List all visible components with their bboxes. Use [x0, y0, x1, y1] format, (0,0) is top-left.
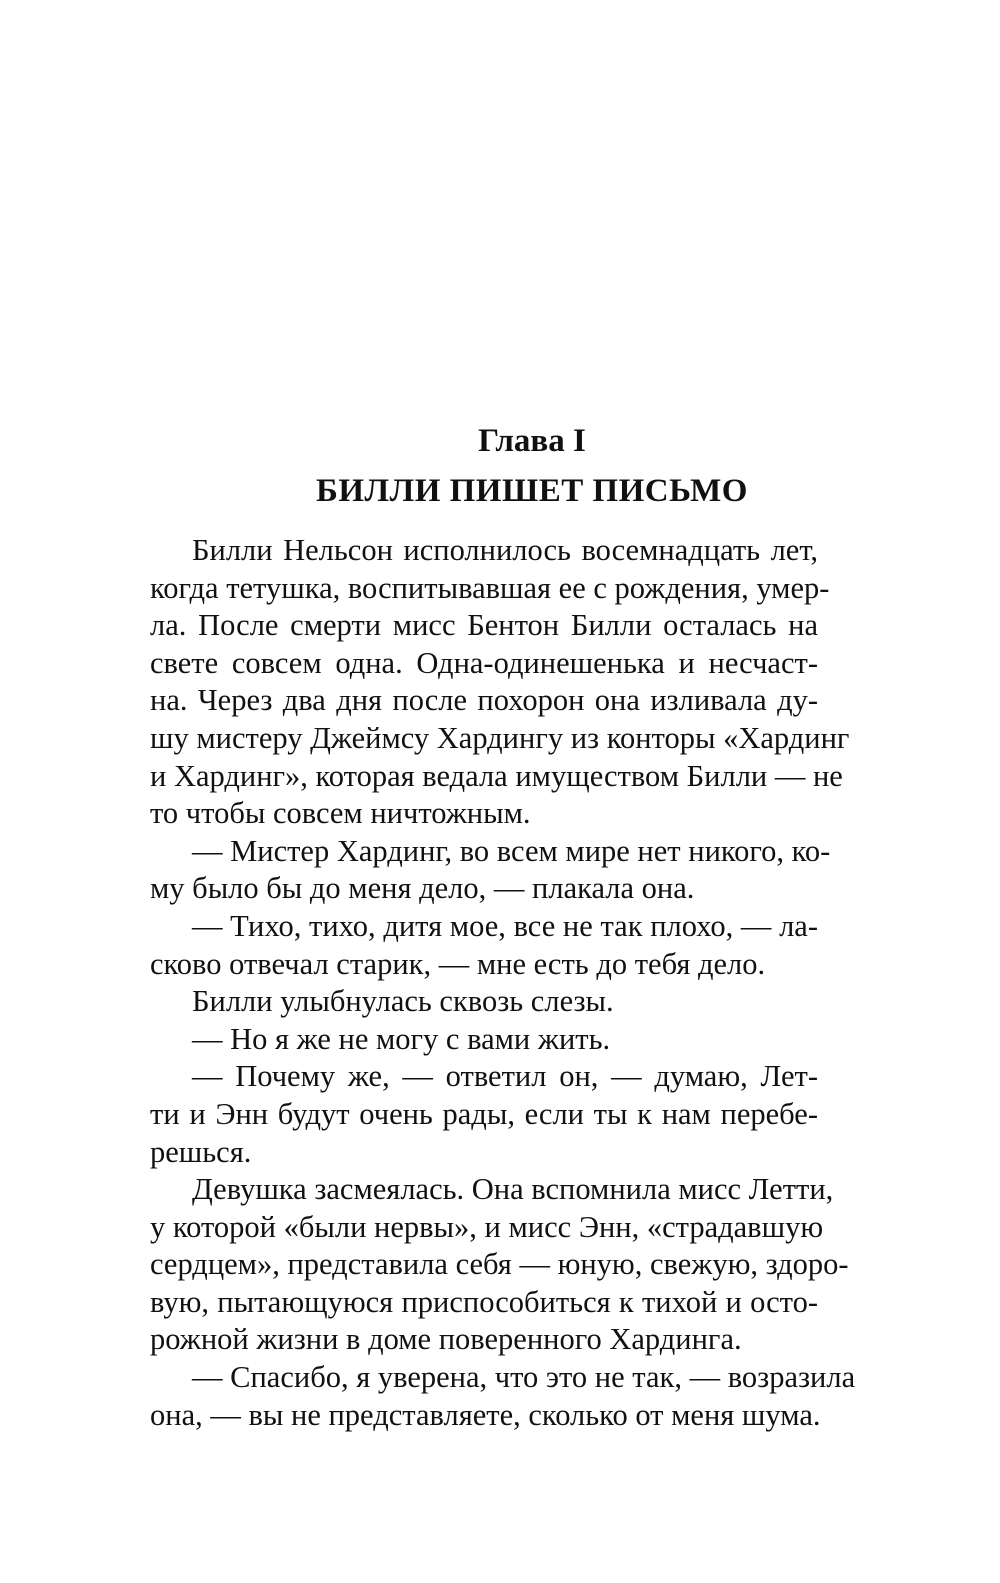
text-line: Билли улыбнулась сквозь слезы.: [192, 984, 614, 1019]
text-line: — Тихо, тихо, дитя мое, все не так плохо, — ла-: [192, 908, 818, 943]
text-line: — Почему же, — ответил он, — думаю, Лет-: [192, 1059, 818, 1094]
paragraph: [108, 983, 818, 1021]
paragraph: [108, 833, 831, 908]
text-line: — Мистер Хардинг, во всем мире нет никого, ко-: [192, 833, 831, 868]
text-line: она, — вы не представляете, сколько от меня шума.: [150, 1397, 821, 1432]
paragraph: [108, 1171, 849, 1359]
paragraph: [108, 908, 818, 983]
text-line: — Спасибо, я уверена, что это не так, — возразила: [192, 1360, 856, 1395]
paragraph: [108, 1021, 818, 1059]
text-line: решься.: [150, 1134, 252, 1169]
text-line: свете совсем одна. Одна-одинешенька и несчаст-: [150, 645, 818, 680]
text-line: и Хардинг», которая ведала имуществом Билли — не: [150, 758, 843, 793]
paragraph: [108, 1359, 856, 1434]
text-line: му было бы до меня дело, — плакала она.: [150, 871, 695, 906]
text-line: сково отвечал старик, — мне есть до тебя дело.: [150, 946, 766, 981]
chapter-title: БИЛЛИ ПИШЕТ ПИСЬМО: [316, 473, 748, 509]
body-text: [108, 532, 856, 1434]
paragraph: [108, 532, 850, 833]
text-line: ти и Энн будут очень рады, если ты к нам перебе-: [150, 1096, 818, 1131]
text-line: на. Через два дня после похорон она изливала ду-: [150, 683, 818, 718]
text-line: шу мистеру Джеймсу Хардингу из конторы «Хардинг: [150, 720, 850, 755]
text-line: вую, пытающуюся приспособиться к тихой и осто-: [150, 1284, 818, 1319]
text-line: Билли Нельсон исполнилось восемнадцать лет,: [192, 533, 818, 567]
text-line: когда тетушка, воспитывавшая ее с рождения, умер-: [150, 570, 830, 605]
paragraph: [108, 1058, 818, 1171]
text-line: рожной жизни в доме поверенного Хардинга.: [150, 1322, 742, 1357]
text-line: сердцем», представила себя — юную, свежую, здоро-: [150, 1247, 849, 1282]
text-line: ла. После смерти мисс Бентон Билли осталась на: [150, 608, 818, 643]
text-line: у которой «были нервы», и мисс Энн, «страдавшую: [150, 1209, 824, 1244]
text-line: то чтобы совсем ничтожным.: [150, 796, 531, 831]
text-line: — Но я же не могу с вами жить.: [192, 1021, 611, 1056]
chapter-number: Глава I: [478, 423, 586, 459]
text-line: Девушка засмеялась. Она вспомнила мисс Летти,: [192, 1172, 834, 1207]
